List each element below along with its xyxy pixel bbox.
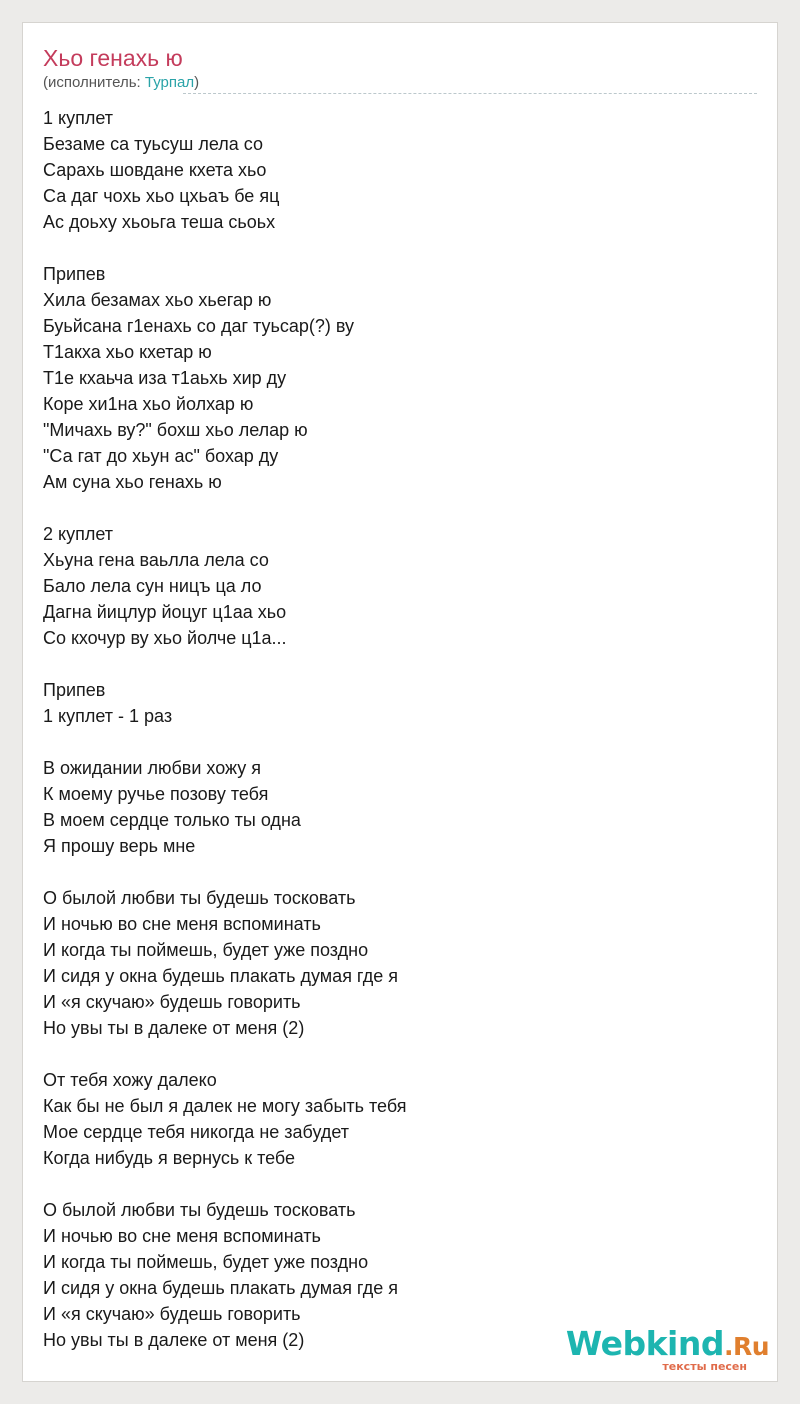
lyric-line [43,1171,743,1197]
lyric-line: И когда ты поймешь, будет уже поздно [43,940,369,960]
lyric-line: Я прошу верь мне [43,836,196,856]
lyric-line: Са даг чохь хьо цхьаъ бе яц [43,186,280,206]
lyric-line: И когда ты поймешь, будет уже поздно [43,1252,369,1272]
lyric-line: От тебя хожу далеко [43,1070,217,1090]
lyric-line: О былой любви ты будешь тосковать [43,1200,356,1220]
lyric-line: К моему ручье позову тебя [43,784,269,804]
lyric-line: Со кхочур ву хьо йолче ц1а... [43,628,287,648]
lyric-line: Как бы не был я далек не могу забыть тебя [43,1096,407,1116]
lyric-line: Когда нибудь я вернусь к тебе [43,1148,296,1168]
lyric-line: Безаме са туьсуш лела со [43,134,263,154]
artist-suffix: ) [194,74,200,91]
artist-link[interactable]: Турпал [144,74,195,91]
title-divider [183,93,757,94]
lyric-line [43,859,743,885]
logo-name: Webkind [565,1324,724,1363]
lyric-line: Дагна йицлур йоцуг ц1аа хьо [43,602,287,622]
lyric-line: Припев [43,680,106,700]
lyric-line: И ночью во сне меня вспоминать [43,914,321,934]
lyric-line: И «я скучаю» будешь говорить [43,992,301,1012]
lyric-line: И «я скучаю» будешь говорить [43,1304,301,1324]
lyric-line: "Мичахь ву?" бохш хьо лелар ю [43,420,308,440]
lyric-line: Т1е кхаьча иза т1аьхь хир ду [43,368,287,388]
lyric-line [43,651,743,677]
lyric-line [43,1041,743,1067]
lyric-line: Коре хи1на хьо йолхар ю [43,394,254,414]
lyric-line: Сарахь шовдане кхета хьо [43,160,267,180]
lyric-line: В ожидании любви хожу я [43,758,262,778]
lyric-line: Ас доьху хьоьга теша сьоьх [43,212,276,232]
lyric-line: Бало лела сун ницъ ца ло [43,576,262,596]
lyric-line: Припев [43,264,106,284]
lyric-line: В моем сердце только ты одна [43,810,301,830]
lyric-line: Хьуна гена ваьлла лела со [43,550,269,570]
song-title: Хьо генахь ю [43,45,183,71]
lyric-line: "Са гат до хьун ас" бохар ду [43,446,279,466]
lyric-line [43,495,743,521]
lyric-line: Но увы ты в далеке от меня (2) [43,1330,305,1350]
lyric-line: Т1акха хьо кхетар ю [43,342,212,362]
lyric-line: 1 куплет - 1 раз [43,706,173,726]
lyric-line: И сидя у окна будешь плакать думая где я [43,966,398,986]
lyric-line: 2 куплет [43,524,113,544]
lyric-line: 1 куплет [43,108,113,128]
lyric-line: Ам суна хьо генахь ю [43,472,222,492]
lyric-line: Буьйсана г1енахь со даг туьсар(?) ву [43,316,355,336]
lyrics-text [43,105,743,1353]
logo-tld: .Ru [723,1332,769,1361]
lyrics-card [22,22,778,1382]
webkind-logo[interactable] [566,1326,769,1373]
lyric-line: И сидя у окна будешь плакать думая где я [43,1278,398,1298]
artist-prefix: (исполнитель: [43,74,145,91]
lyric-line [43,729,743,755]
lyric-line: Мое сердце тебя никогда не забудет [43,1122,350,1142]
logo-tagline: тексты песен [662,1360,747,1373]
artist-line [43,73,199,93]
lyric-line: Но увы ты в далеке от меня (2) [43,1018,305,1038]
lyric-line: И ночью во сне меня вспоминать [43,1226,321,1246]
lyric-line [43,235,743,261]
lyric-line: О былой любви ты будешь тосковать [43,888,356,908]
lyric-line: Хила безамах хьо хьегар ю [43,290,272,310]
